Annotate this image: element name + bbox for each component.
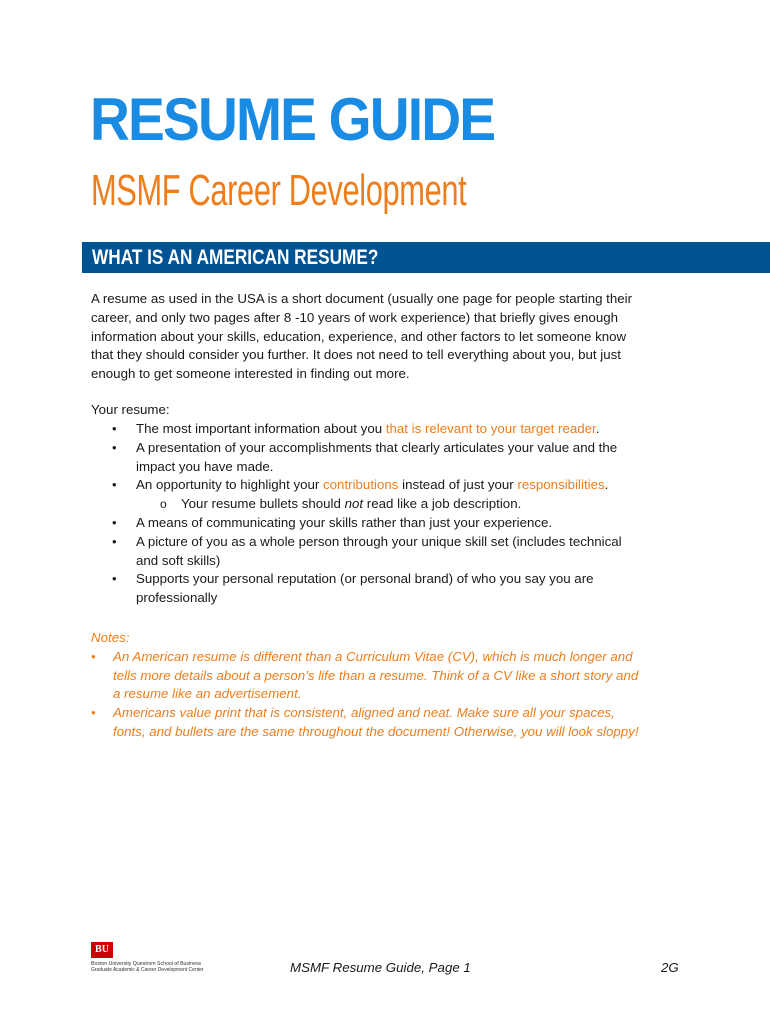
bullet-item [91,476,691,495]
bullet-text: An opportunity to highlight your [136,477,324,493]
resume-list-label: Your resume: [91,402,170,417]
bullet-text: A means of communicating your skills rather than just your experience. [136,514,553,530]
bullet-text: and soft skills) [136,552,221,568]
intro-paragraph [91,290,691,384]
sub-bullet-item [91,495,691,514]
note-item [91,704,691,742]
bullet-text: . [604,477,609,493]
bullet-text: The most important information about you [136,421,386,436]
intro-line: information about your skills, education, experience, and other factors to let someone know [91,328,627,344]
intro-line: A resume as used in the USA is a short document (usually one page for people starting their [91,291,633,306]
notes-label: Notes: [91,630,130,645]
bullet-item [91,570,691,608]
hollow-bullet-icon: o [160,497,167,512]
bullet-icon: • [91,648,96,664]
bullet-icon: • [112,439,117,455]
note-text: Americans value print that is consistent, aligned and neat. Make sure all your spaces, [113,705,615,721]
bullet-text: A picture of you as a whole person through your unique skill set (includes technical [136,533,622,549]
page-subtitle: MSMF Career Development [91,166,467,215]
note-text: tells more details about a person’s life than a resume. Think of a CV like a short story and [113,667,639,683]
bullet-icon: • [112,421,117,436]
bu-logo [91,942,211,974]
emphasis-text: not [344,496,364,512]
section-heading: WHAT IS AN AMERICAN RESUME? [92,246,379,269]
bullet-icon: • [112,477,117,493]
note-text: a resume like an advertisement. [113,686,302,702]
bullet-text: Supports your personal reputation (or personal brand) of who you say you are [136,571,594,587]
intro-line: that they should consider you further. It does not need to tell everything about you, but just [91,347,621,363]
bullet-text: professionally [136,590,218,606]
bullet-text: A presentation of your accomplishments that clearly articulates your value and the [136,439,618,455]
bullet-text: impact you have made. [136,458,274,474]
intro-line: career, and only two pages after 8 -10 years of work experience) that briefly gives enough [91,309,618,325]
note-text: fonts, and bullets are the same throughout the document! Otherwise, you will look sloppy! [113,723,639,739]
footer-code: 2G [661,960,679,975]
bullet-item [91,514,691,533]
bullet-text: . [595,421,600,436]
section-header-bar [82,242,770,273]
bu-logo-mark: BU [91,942,113,958]
bullet-icon: • [112,514,117,530]
note-text: An American resume is different than a Curriculum Vitae (CV), which is much longer and [113,648,633,664]
logo-school-name: Boston University Questrom School of Business [91,961,202,967]
resume-bullet-list [91,420,691,608]
bullet-item [91,420,691,439]
page-title: RESUME GUIDE [90,86,495,153]
intro-line: enough to get someone interested in finding out more. [91,366,410,382]
bullet-icon: • [112,571,117,587]
logo-center-name: Graduate Academic & Career Development Center [91,967,204,973]
bullet-icon: • [112,533,117,549]
note-item [91,648,691,704]
bullet-item [91,439,691,477]
notes-section [91,629,691,742]
highlight-text: that is relevant to your target reader [385,421,596,436]
highlight-text: responsibilities [517,477,605,493]
footer-page-label: MSMF Resume Guide, Page 1 [290,960,471,975]
bullet-item [91,533,691,571]
bullet-icon: • [91,705,96,721]
bullet-text: Your resume bullets should [181,496,345,512]
bullet-text: instead of just your [398,477,518,493]
highlight-text: contributions [323,477,399,493]
bullet-text: read like a job description. [363,496,522,512]
